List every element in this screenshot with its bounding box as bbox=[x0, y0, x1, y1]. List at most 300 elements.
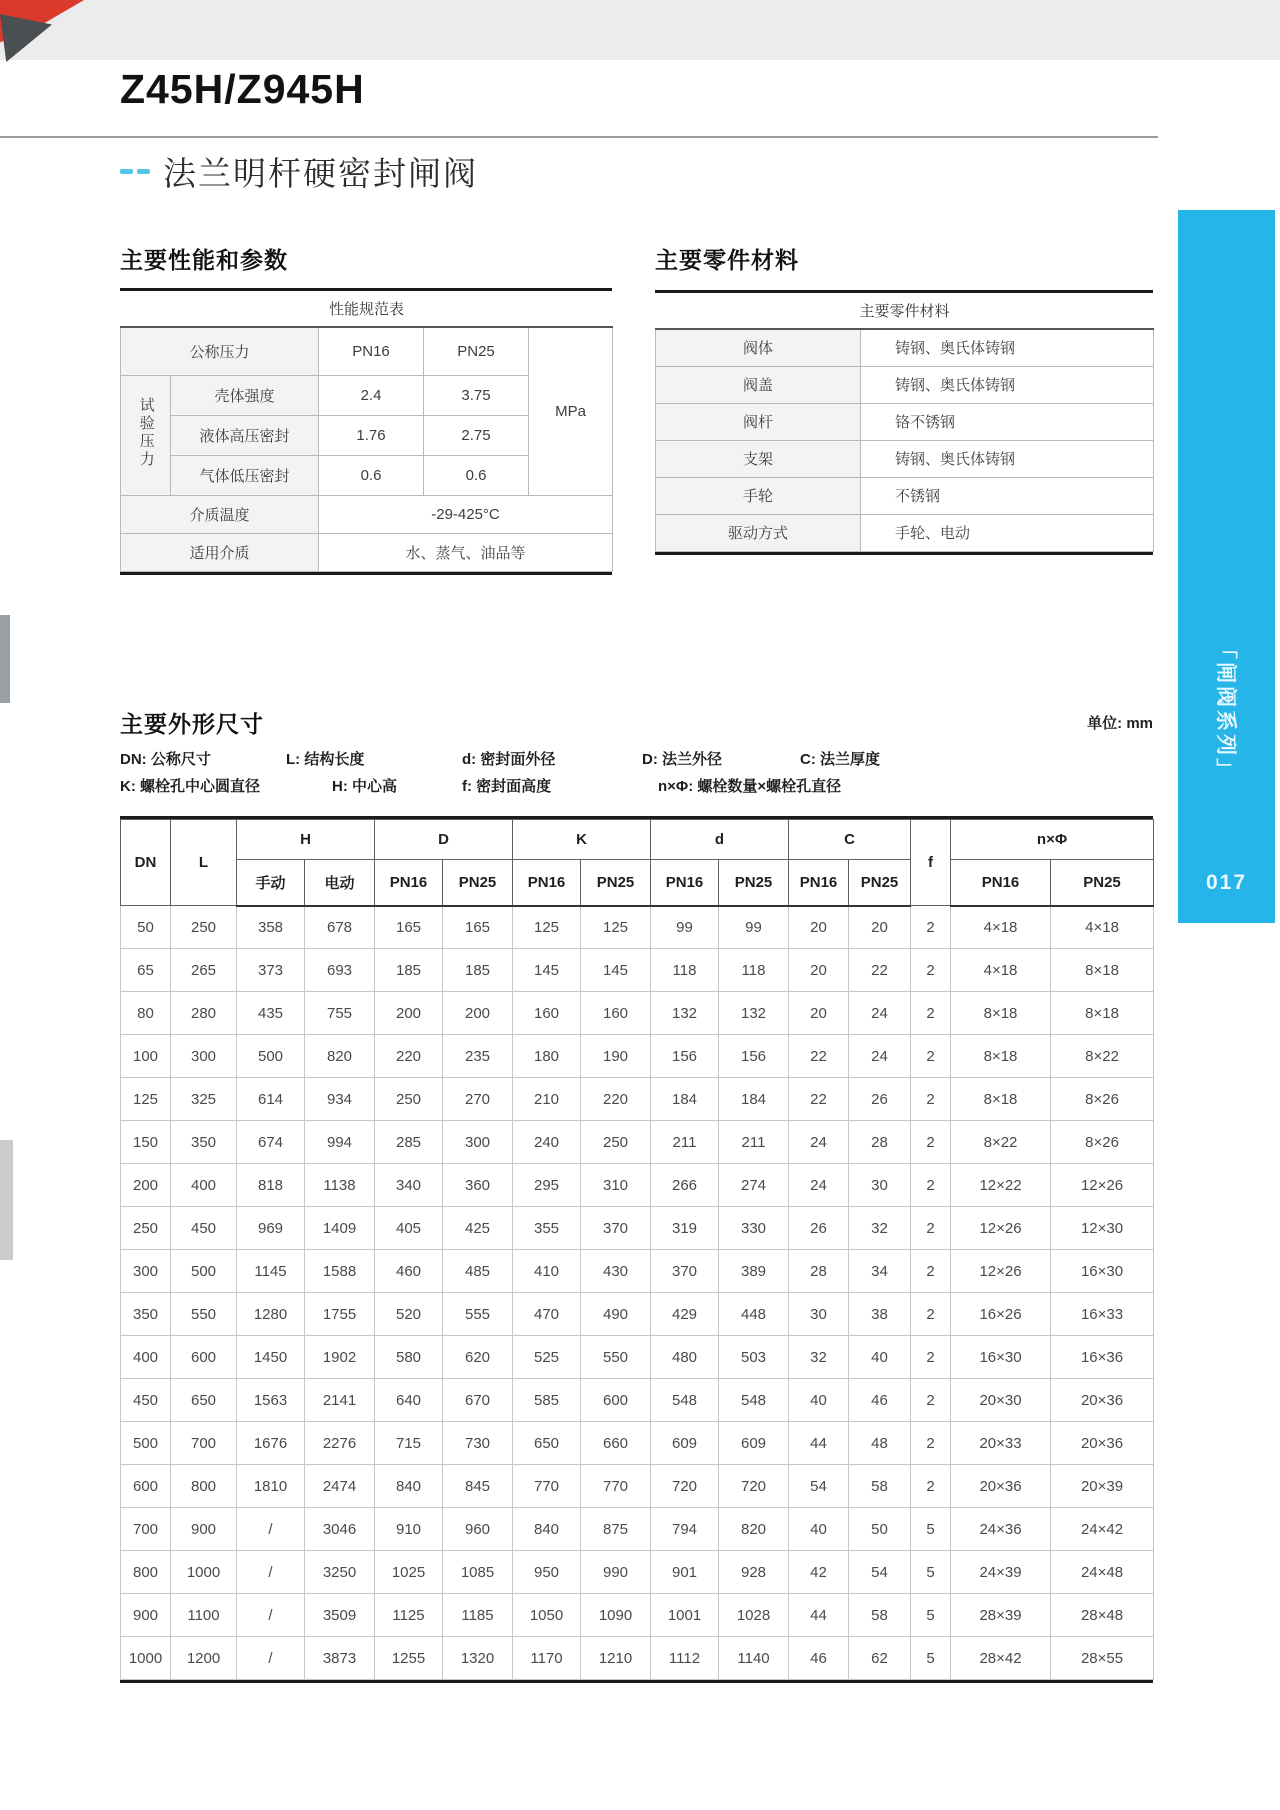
dim-cell: 2 bbox=[911, 1207, 951, 1250]
dim-cell: 470 bbox=[513, 1293, 581, 1336]
dim-cell: 44 bbox=[789, 1594, 849, 1637]
dim-cell: 1000 bbox=[121, 1637, 171, 1680]
col-h: H bbox=[237, 820, 375, 860]
dim-cell: / bbox=[237, 1637, 305, 1680]
dim-cell: 901 bbox=[651, 1551, 719, 1594]
series-sidebar bbox=[1178, 210, 1275, 923]
dim-cell: 3509 bbox=[305, 1594, 375, 1637]
cell-part-handwheel: 手轮 bbox=[656, 477, 861, 514]
cell-material-bonnet: 铸钢、奥氏体铸钢 bbox=[861, 366, 1154, 403]
dim-cell: 2 bbox=[911, 1422, 951, 1465]
dim-cell: 1902 bbox=[305, 1336, 375, 1379]
dim-cell: 28×42 bbox=[951, 1637, 1051, 1680]
dim-cell: 2 bbox=[911, 1035, 951, 1078]
dim-cell: 600 bbox=[171, 1336, 237, 1379]
dim-cell: 54 bbox=[789, 1465, 849, 1508]
col-d-seal: d bbox=[651, 820, 789, 860]
dim-cell: 240 bbox=[513, 1121, 581, 1164]
cell-shell-strength-label: 壳体强度 bbox=[171, 375, 319, 415]
dim-cell: 200 bbox=[121, 1164, 171, 1207]
dim-cell: 600 bbox=[121, 1465, 171, 1508]
dim-cell: 700 bbox=[171, 1422, 237, 1465]
dimensions-tbody bbox=[121, 906, 1154, 1680]
dim-cell: 295 bbox=[513, 1164, 581, 1207]
dim-cell: 44 bbox=[789, 1422, 849, 1465]
section-title-dimensions: 主要外形尺寸 bbox=[120, 711, 264, 737]
dim-cell: 300 bbox=[171, 1035, 237, 1078]
table-row bbox=[121, 1078, 1154, 1121]
dim-cell: 435 bbox=[237, 992, 305, 1035]
dim-cell: 58 bbox=[849, 1465, 911, 1508]
legend-k: K: 螺栓孔中心圆直径 bbox=[120, 778, 260, 795]
dim-cell: 99 bbox=[651, 906, 719, 949]
col-l: L bbox=[171, 820, 237, 906]
table-row bbox=[121, 1508, 1154, 1551]
dim-cell: 700 bbox=[121, 1508, 171, 1551]
dim-cell: 2 bbox=[911, 1164, 951, 1207]
dim-cell: 250 bbox=[171, 906, 237, 949]
dim-cell: 20×30 bbox=[951, 1379, 1051, 1422]
dim-cell: 1001 bbox=[651, 1594, 719, 1637]
dim-cell: 1170 bbox=[513, 1637, 581, 1680]
left-edge-mark bbox=[0, 1140, 13, 1260]
table-row bbox=[121, 1422, 1154, 1465]
col-nphi: n×Φ bbox=[951, 820, 1154, 860]
dim-cell: 1090 bbox=[581, 1594, 651, 1637]
cell-liquid-seal-pn16: 1.76 bbox=[319, 415, 424, 455]
dim-cell: 770 bbox=[513, 1465, 581, 1508]
dim-cell: 1085 bbox=[443, 1551, 513, 1594]
dim-cell: 285 bbox=[375, 1121, 443, 1164]
dim-cell: 125 bbox=[513, 906, 581, 949]
dim-cell: 20×39 bbox=[1051, 1465, 1154, 1508]
dim-cell: 235 bbox=[443, 1035, 513, 1078]
cell-unit-mpa: MPa bbox=[529, 327, 613, 495]
dim-cell: 730 bbox=[443, 1422, 513, 1465]
cell-media-label: 适用介质 bbox=[121, 533, 319, 571]
dim-cell: 8×22 bbox=[951, 1121, 1051, 1164]
dim-cell: 200 bbox=[443, 992, 513, 1035]
col-d-pn16: PN16 bbox=[375, 860, 443, 906]
dim-cell: 32 bbox=[789, 1336, 849, 1379]
table-row bbox=[121, 1637, 1154, 1680]
dim-cell: 12×30 bbox=[1051, 1207, 1154, 1250]
dim-cell: 1255 bbox=[375, 1637, 443, 1680]
dim-cell: 1125 bbox=[375, 1594, 443, 1637]
dim-cell: 4×18 bbox=[951, 906, 1051, 949]
dim-cell: 150 bbox=[121, 1121, 171, 1164]
dim-cell: 550 bbox=[171, 1293, 237, 1336]
legend-c: C: 法兰厚度 bbox=[800, 751, 880, 768]
dim-cell: 118 bbox=[719, 949, 789, 992]
table-row bbox=[121, 1594, 1154, 1637]
dim-cell: 693 bbox=[305, 949, 375, 992]
dim-cell: 3873 bbox=[305, 1637, 375, 1680]
dim-cell: 770 bbox=[581, 1465, 651, 1508]
cell-gas-seal-pn25: 0.6 bbox=[424, 455, 529, 495]
dim-cell: 755 bbox=[305, 992, 375, 1035]
cell-gas-seal-label: 气体低压密封 bbox=[171, 455, 319, 495]
table-row bbox=[121, 1035, 1154, 1078]
dim-cell: 430 bbox=[581, 1250, 651, 1293]
dim-cell: 118 bbox=[651, 949, 719, 992]
dim-cell: 1450 bbox=[237, 1336, 305, 1379]
cell-part-body: 阀体 bbox=[656, 329, 861, 366]
dim-cell: 26 bbox=[849, 1078, 911, 1121]
dim-cell: 12×22 bbox=[951, 1164, 1051, 1207]
dim-cell: 1200 bbox=[171, 1637, 237, 1680]
col-dseal-pn16: PN16 bbox=[651, 860, 719, 906]
dim-cell: 58 bbox=[849, 1594, 911, 1637]
dim-cell: 960 bbox=[443, 1508, 513, 1551]
dim-cell: / bbox=[237, 1508, 305, 1551]
dim-cell: 26 bbox=[789, 1207, 849, 1250]
dim-cell: 400 bbox=[121, 1336, 171, 1379]
cell-part-bonnet: 阀盖 bbox=[656, 366, 861, 403]
dim-cell: 840 bbox=[513, 1508, 581, 1551]
dim-cell: 266 bbox=[651, 1164, 719, 1207]
dim-cell: 355 bbox=[513, 1207, 581, 1250]
materials-table-title: 主要零件材料 bbox=[656, 293, 1154, 329]
dim-cell: 28 bbox=[789, 1250, 849, 1293]
dim-cell: 200 bbox=[375, 992, 443, 1035]
dim-cell: 555 bbox=[443, 1293, 513, 1336]
cell-test-pressure-label: 试验压力 bbox=[121, 375, 171, 495]
dim-cell: 2141 bbox=[305, 1379, 375, 1422]
dim-cell: 389 bbox=[719, 1250, 789, 1293]
dim-cell: 190 bbox=[581, 1035, 651, 1078]
dim-cell: 934 bbox=[305, 1078, 375, 1121]
dim-cell: 450 bbox=[121, 1379, 171, 1422]
dim-cell: 20 bbox=[789, 906, 849, 949]
col-nphi-pn16: PN16 bbox=[951, 860, 1051, 906]
dim-cell: 24×42 bbox=[1051, 1508, 1154, 1551]
dim-cell: / bbox=[237, 1594, 305, 1637]
dim-cell: 585 bbox=[513, 1379, 581, 1422]
dim-cell: 794 bbox=[651, 1508, 719, 1551]
dim-cell: 30 bbox=[789, 1293, 849, 1336]
dim-cell: 220 bbox=[375, 1035, 443, 1078]
dim-cell: 1810 bbox=[237, 1465, 305, 1508]
dim-cell: 3250 bbox=[305, 1551, 375, 1594]
dim-cell: 609 bbox=[719, 1422, 789, 1465]
dim-cell: 210 bbox=[513, 1078, 581, 1121]
dim-cell: 46 bbox=[789, 1637, 849, 1680]
title-divider bbox=[0, 136, 1158, 138]
dim-cell: 80 bbox=[121, 992, 171, 1035]
col-h-electric: 电动 bbox=[305, 860, 375, 906]
section-title-performance: 主要性能和参数 bbox=[120, 247, 288, 273]
page-top-band bbox=[0, 0, 1280, 60]
dim-cell: 211 bbox=[719, 1121, 789, 1164]
dim-cell: 160 bbox=[581, 992, 651, 1035]
dim-cell: 674 bbox=[237, 1121, 305, 1164]
dim-cell: 1100 bbox=[171, 1594, 237, 1637]
dim-cell: 156 bbox=[651, 1035, 719, 1078]
dim-cell: 2 bbox=[911, 1465, 951, 1508]
col-k-pn25: PN25 bbox=[581, 860, 651, 906]
dim-cell: 614 bbox=[237, 1078, 305, 1121]
left-edge-mark bbox=[0, 615, 10, 703]
dim-cell: 370 bbox=[651, 1250, 719, 1293]
page-number: 017 bbox=[1205, 871, 1248, 894]
dim-cell: 2 bbox=[911, 906, 951, 949]
dim-cell: 42 bbox=[789, 1551, 849, 1594]
dim-cell: 50 bbox=[849, 1508, 911, 1551]
dim-cell: 4×18 bbox=[951, 949, 1051, 992]
dim-cell: 22 bbox=[789, 1078, 849, 1121]
dim-cell: 28×39 bbox=[951, 1594, 1051, 1637]
table-row bbox=[121, 1121, 1154, 1164]
dim-cell: 1185 bbox=[443, 1594, 513, 1637]
col-c-pn16: PN16 bbox=[789, 860, 849, 906]
col-k-pn16: PN16 bbox=[513, 860, 581, 906]
dim-cell: 8×18 bbox=[951, 992, 1051, 1035]
dim-cell: 525 bbox=[513, 1336, 581, 1379]
dim-cell: 4×18 bbox=[1051, 906, 1154, 949]
dim-cell: 34 bbox=[849, 1250, 911, 1293]
dim-cell: 54 bbox=[849, 1551, 911, 1594]
dim-cell: 2 bbox=[911, 1293, 951, 1336]
dim-cell: 800 bbox=[121, 1551, 171, 1594]
dim-cell: 40 bbox=[789, 1379, 849, 1422]
table-row bbox=[121, 949, 1154, 992]
dim-cell: / bbox=[237, 1551, 305, 1594]
dim-cell: 325 bbox=[171, 1078, 237, 1121]
dim-cell: 600 bbox=[581, 1379, 651, 1422]
dim-cell: 425 bbox=[443, 1207, 513, 1250]
dim-cell: 99 bbox=[719, 906, 789, 949]
dim-cell: 1320 bbox=[443, 1637, 513, 1680]
dim-cell: 5 bbox=[911, 1551, 951, 1594]
dim-cell: 24 bbox=[789, 1164, 849, 1207]
dim-cell: 410 bbox=[513, 1250, 581, 1293]
cell-media-value: 水、蒸气、油品等 bbox=[319, 533, 613, 571]
dim-cell: 270 bbox=[443, 1078, 513, 1121]
dim-cell: 500 bbox=[121, 1422, 171, 1465]
dim-cell: 16×30 bbox=[951, 1336, 1051, 1379]
dim-cell: 20×36 bbox=[951, 1465, 1051, 1508]
dim-cell: 820 bbox=[719, 1508, 789, 1551]
table-row bbox=[121, 1164, 1154, 1207]
legend-l: L: 结构长度 bbox=[286, 751, 365, 768]
col-d-pn25: PN25 bbox=[443, 860, 513, 906]
dim-cell: 24×36 bbox=[951, 1508, 1051, 1551]
dim-cell: 125 bbox=[581, 906, 651, 949]
col-c: C bbox=[789, 820, 911, 860]
dim-cell: 250 bbox=[581, 1121, 651, 1164]
legend-f: f: 密封面高度 bbox=[462, 778, 552, 795]
dim-cell: 40 bbox=[849, 1336, 911, 1379]
dim-cell: 2 bbox=[911, 949, 951, 992]
dim-cell: 22 bbox=[789, 1035, 849, 1078]
dim-cell: 460 bbox=[375, 1250, 443, 1293]
dim-cell: 280 bbox=[171, 992, 237, 1035]
dim-cell: 8×18 bbox=[1051, 949, 1154, 992]
dim-cell: 20×36 bbox=[1051, 1422, 1154, 1465]
dim-cell: 500 bbox=[237, 1035, 305, 1078]
dim-cell: 660 bbox=[581, 1422, 651, 1465]
dim-cell: 520 bbox=[375, 1293, 443, 1336]
dim-cell: 1145 bbox=[237, 1250, 305, 1293]
table-row bbox=[121, 992, 1154, 1035]
dim-cell: 503 bbox=[719, 1336, 789, 1379]
dim-cell: 969 bbox=[237, 1207, 305, 1250]
table-row bbox=[121, 1250, 1154, 1293]
dim-cell: 2276 bbox=[305, 1422, 375, 1465]
dim-cell: 994 bbox=[305, 1121, 375, 1164]
dim-cell: 928 bbox=[719, 1551, 789, 1594]
table-row bbox=[121, 1293, 1154, 1336]
dim-cell: 550 bbox=[581, 1336, 651, 1379]
dim-cell: 211 bbox=[651, 1121, 719, 1164]
cell-material-body: 铸钢、奥氏体铸钢 bbox=[861, 329, 1154, 366]
dim-cell: 220 bbox=[581, 1078, 651, 1121]
dim-cell: 32 bbox=[849, 1207, 911, 1250]
dim-cell: 145 bbox=[581, 949, 651, 992]
dim-cell: 1755 bbox=[305, 1293, 375, 1336]
dim-cell: 160 bbox=[513, 992, 581, 1035]
dim-cell: 1138 bbox=[305, 1164, 375, 1207]
dim-cell: 185 bbox=[443, 949, 513, 992]
dim-cell: 65 bbox=[121, 949, 171, 992]
dim-cell: 1028 bbox=[719, 1594, 789, 1637]
unit-note: 单位: mm bbox=[1087, 715, 1153, 732]
dim-cell: 8×26 bbox=[1051, 1121, 1154, 1164]
dim-cell: 132 bbox=[651, 992, 719, 1035]
dim-cell: 30 bbox=[849, 1164, 911, 1207]
dim-cell: 720 bbox=[719, 1465, 789, 1508]
dim-cell: 900 bbox=[121, 1594, 171, 1637]
dim-cell: 450 bbox=[171, 1207, 237, 1250]
table-row bbox=[121, 1207, 1154, 1250]
dim-cell: 2 bbox=[911, 1121, 951, 1164]
dim-cell: 46 bbox=[849, 1379, 911, 1422]
dim-cell: 20×36 bbox=[1051, 1379, 1154, 1422]
dim-cell: 24×39 bbox=[951, 1551, 1051, 1594]
dim-cell: 38 bbox=[849, 1293, 911, 1336]
dim-cell: 20 bbox=[789, 949, 849, 992]
dim-cell: 16×30 bbox=[1051, 1250, 1154, 1293]
materials-table bbox=[655, 290, 1153, 555]
performance-table-title: 性能规范表 bbox=[121, 291, 613, 327]
dim-cell: 3046 bbox=[305, 1508, 375, 1551]
legend-dn: DN: 公称尺寸 bbox=[120, 751, 211, 768]
dim-cell: 20×33 bbox=[951, 1422, 1051, 1465]
dim-cell: 16×33 bbox=[1051, 1293, 1154, 1336]
col-k: K bbox=[513, 820, 651, 860]
dim-cell: 350 bbox=[121, 1293, 171, 1336]
dim-cell: 165 bbox=[443, 906, 513, 949]
table-row bbox=[121, 1551, 1154, 1594]
dim-cell: 620 bbox=[443, 1336, 513, 1379]
dim-cell: 300 bbox=[443, 1121, 513, 1164]
dim-cell: 358 bbox=[237, 906, 305, 949]
dim-cell: 340 bbox=[375, 1164, 443, 1207]
dim-cell: 24×48 bbox=[1051, 1551, 1154, 1594]
legend-h: H: 中心高 bbox=[332, 778, 397, 795]
dim-cell: 310 bbox=[581, 1164, 651, 1207]
dim-cell: 12×26 bbox=[1051, 1164, 1154, 1207]
dim-cell: 640 bbox=[375, 1379, 443, 1422]
dim-cell: 185 bbox=[375, 949, 443, 992]
accent-dash-icon bbox=[120, 169, 133, 174]
dim-cell: 1000 bbox=[171, 1551, 237, 1594]
dim-cell: 1563 bbox=[237, 1379, 305, 1422]
dim-cell: 2 bbox=[911, 1336, 951, 1379]
dim-cell: 490 bbox=[581, 1293, 651, 1336]
dim-cell: 5 bbox=[911, 1594, 951, 1637]
dim-cell: 8×26 bbox=[1051, 1078, 1154, 1121]
dim-cell: 5 bbox=[911, 1508, 951, 1551]
dim-cell: 274 bbox=[719, 1164, 789, 1207]
table-row bbox=[121, 1465, 1154, 1508]
col-dseal-pn25: PN25 bbox=[719, 860, 789, 906]
dim-cell: 405 bbox=[375, 1207, 443, 1250]
cell-part-yoke: 支架 bbox=[656, 440, 861, 477]
dim-cell: 24 bbox=[789, 1121, 849, 1164]
dim-cell: 180 bbox=[513, 1035, 581, 1078]
dim-cell: 125 bbox=[121, 1078, 171, 1121]
dim-cell: 250 bbox=[375, 1078, 443, 1121]
dim-cell: 145 bbox=[513, 949, 581, 992]
dim-cell: 900 bbox=[171, 1508, 237, 1551]
dim-cell: 840 bbox=[375, 1465, 443, 1508]
dim-cell: 448 bbox=[719, 1293, 789, 1336]
section-title-materials: 主要零件材料 bbox=[655, 247, 799, 273]
dim-cell: 2474 bbox=[305, 1465, 375, 1508]
cell-nominal-pressure-label: 公称压力 bbox=[121, 327, 319, 375]
dim-cell: 715 bbox=[375, 1422, 443, 1465]
dim-cell: 8×22 bbox=[1051, 1035, 1154, 1078]
dim-cell: 100 bbox=[121, 1035, 171, 1078]
dim-cell: 429 bbox=[651, 1293, 719, 1336]
dim-cell: 1280 bbox=[237, 1293, 305, 1336]
table-row bbox=[121, 906, 1154, 949]
cell-pn16-header: PN16 bbox=[319, 327, 424, 375]
dim-cell: 24 bbox=[849, 1035, 911, 1078]
product-subtitle-row bbox=[120, 148, 478, 195]
dim-cell: 20 bbox=[849, 906, 911, 949]
dim-cell: 12×26 bbox=[951, 1207, 1051, 1250]
product-subtitle: 法兰明杆硬密封闸阀 bbox=[163, 155, 478, 192]
accent-dash-icon bbox=[137, 169, 150, 174]
cell-gas-seal-pn16: 0.6 bbox=[319, 455, 424, 495]
page-title: Z45H/Z945H bbox=[120, 66, 365, 112]
cell-shell-strength-pn25: 3.75 bbox=[424, 375, 529, 415]
dim-cell: 16×26 bbox=[951, 1293, 1051, 1336]
dim-cell: 650 bbox=[513, 1422, 581, 1465]
series-label-vertical: 「闸阀系列」 bbox=[1213, 638, 1237, 782]
dim-cell: 40 bbox=[789, 1508, 849, 1551]
dim-cell: 184 bbox=[719, 1078, 789, 1121]
dim-cell: 50 bbox=[121, 906, 171, 949]
dim-cell: 350 bbox=[171, 1121, 237, 1164]
dim-cell: 24 bbox=[849, 992, 911, 1035]
dim-cell: 480 bbox=[651, 1336, 719, 1379]
dim-cell: 1025 bbox=[375, 1551, 443, 1594]
dim-cell: 1210 bbox=[581, 1637, 651, 1680]
legend-d-outer: D: 法兰外径 bbox=[642, 751, 722, 768]
col-f: f bbox=[911, 820, 951, 906]
col-nphi-pn25: PN25 bbox=[1051, 860, 1154, 906]
col-d-outer: D bbox=[375, 820, 513, 860]
cell-material-drive: 手轮、电动 bbox=[861, 514, 1154, 551]
cell-liquid-seal-pn25: 2.75 bbox=[424, 415, 529, 455]
dim-cell: 300 bbox=[121, 1250, 171, 1293]
dim-cell: 165 bbox=[375, 906, 443, 949]
performance-table bbox=[120, 288, 612, 575]
